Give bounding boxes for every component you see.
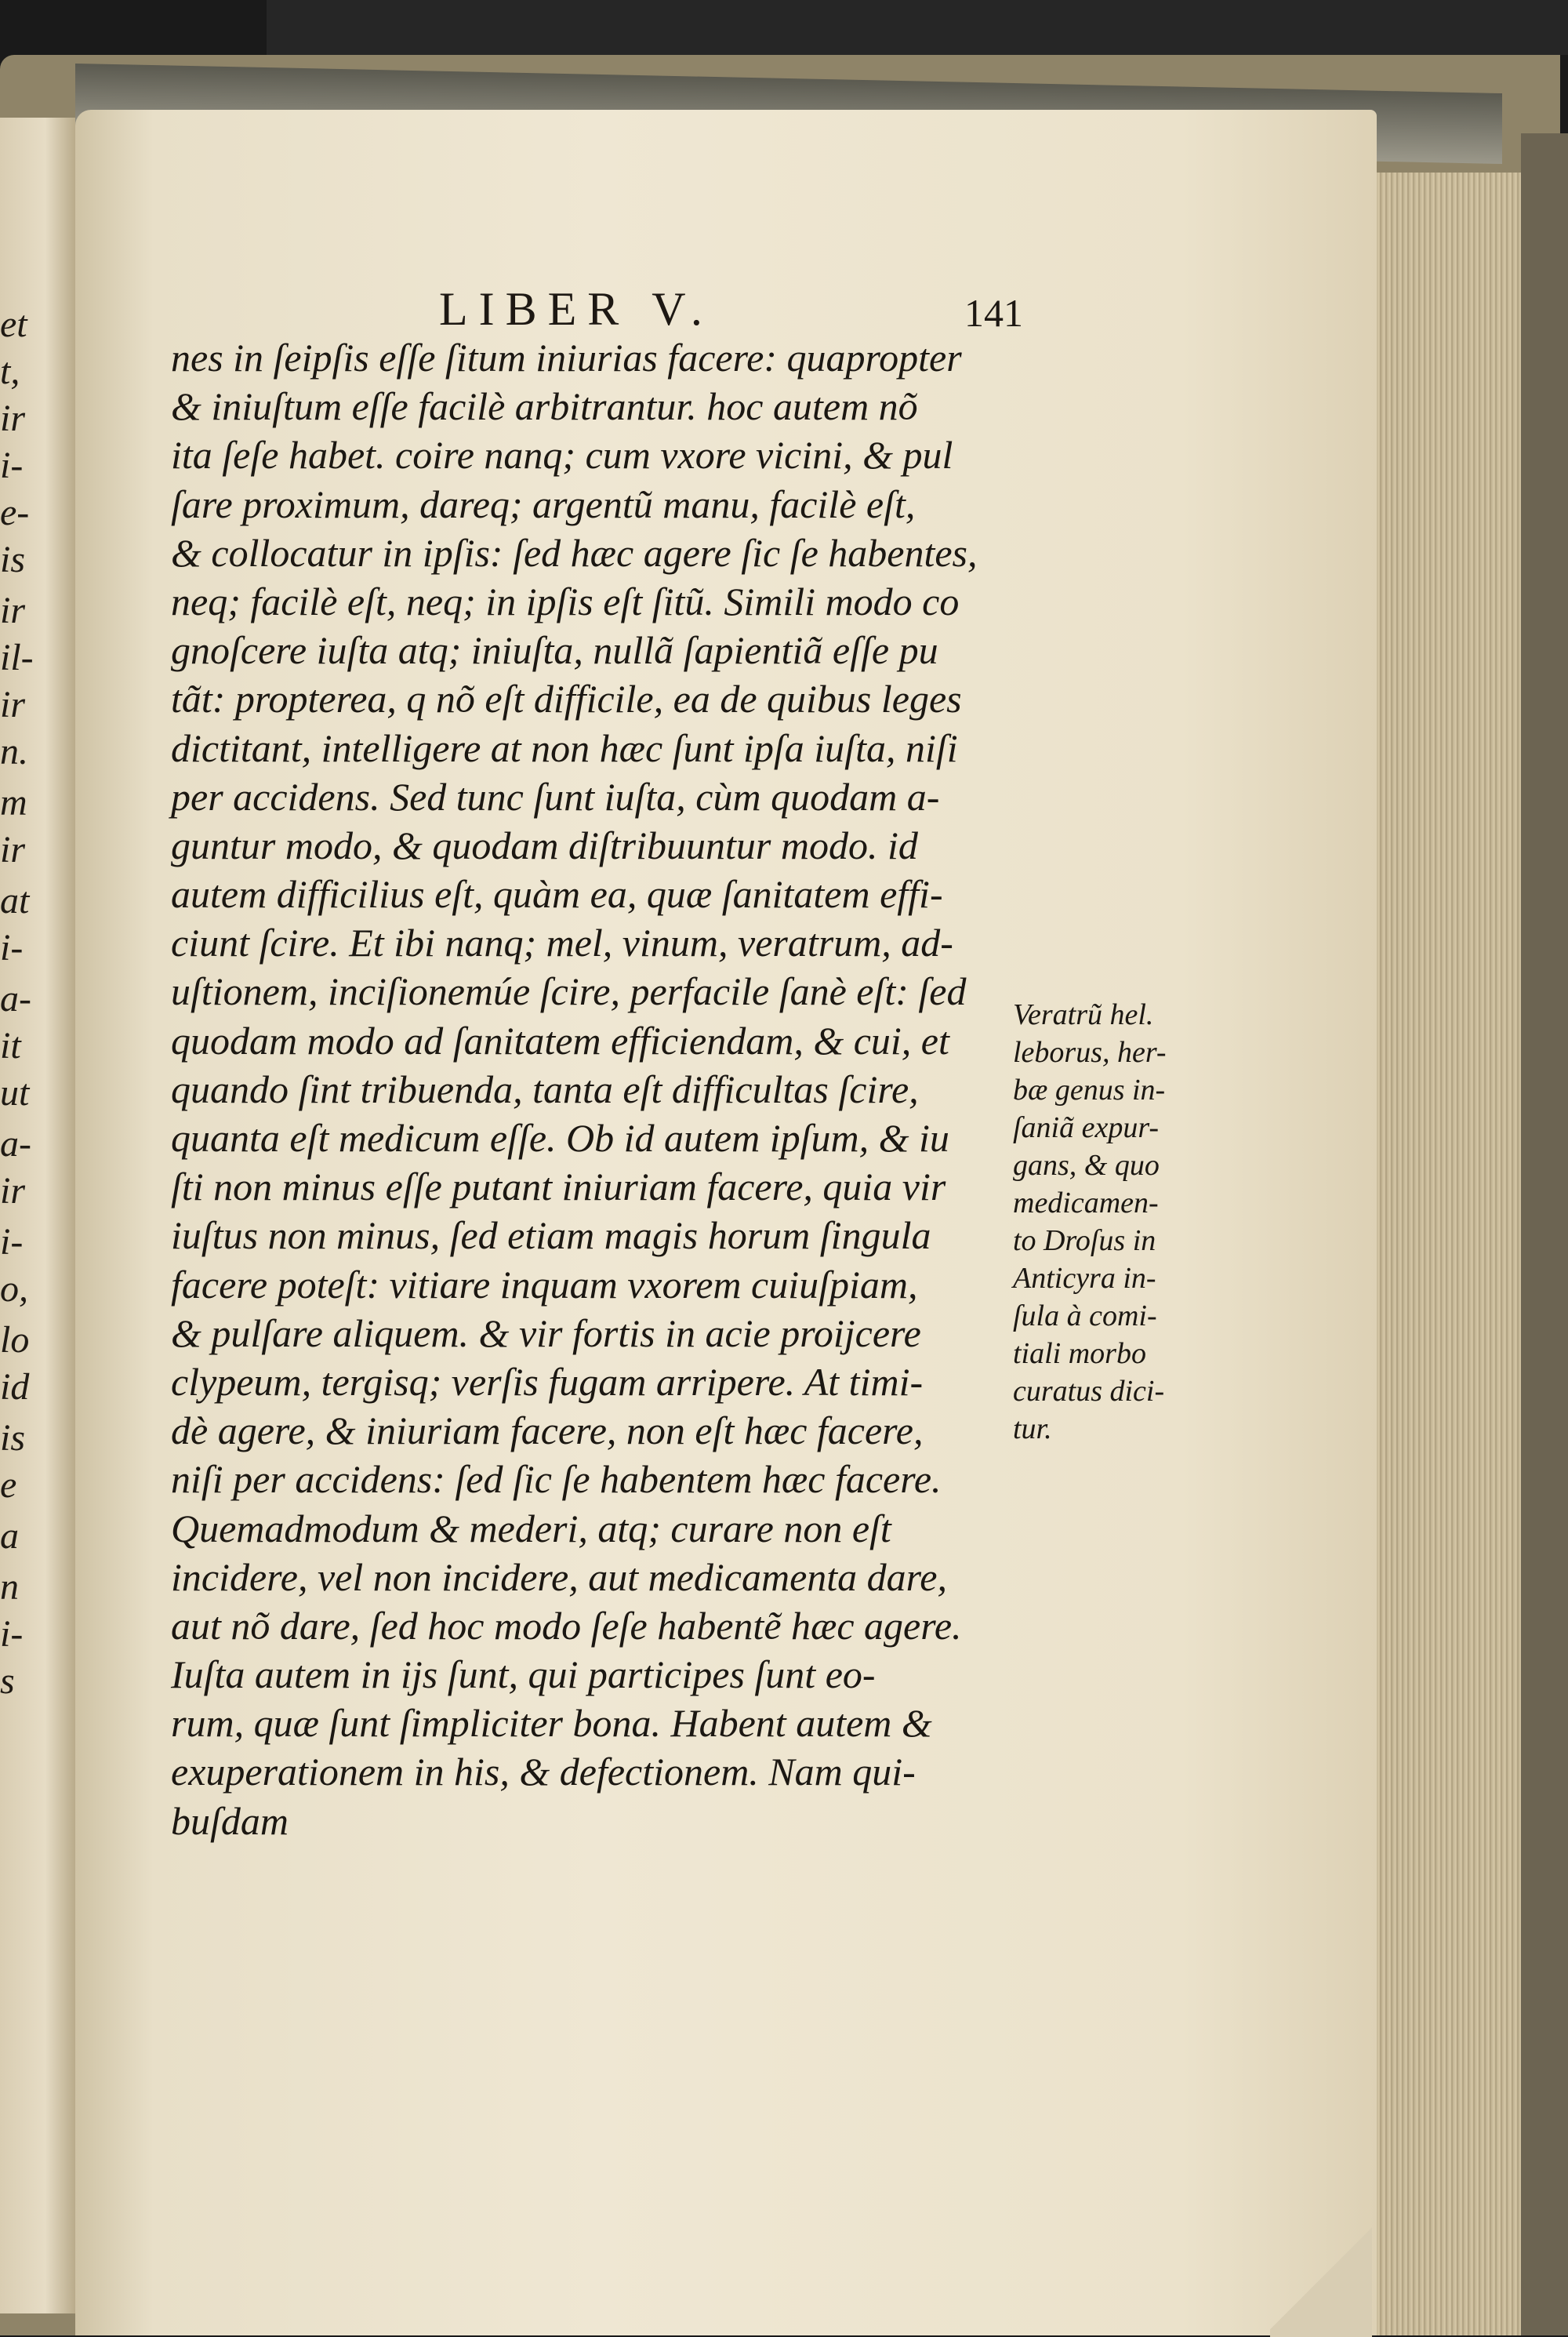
text-line: uſtionem, inciſionemúe ſcire, perfacile ſanè eſt: ſed bbox=[171, 969, 967, 1014]
left-page-fragment: lo bbox=[0, 1319, 30, 1361]
left-page-fragment: e- bbox=[0, 492, 30, 533]
text-line: exuperationem in his, & defectionem. Nam qui- bbox=[171, 1750, 916, 1794]
left-page-fragment: s bbox=[0, 1660, 15, 1702]
left-page-fragment: i- bbox=[0, 927, 24, 969]
text-line: guntur modo, & quodam diſtribuuntur modo. id bbox=[171, 823, 918, 867]
margin-note-line: ſula à comi- bbox=[1013, 1299, 1157, 1332]
left-page-fragment: ir bbox=[0, 590, 26, 631]
page-corner-fold bbox=[1270, 2219, 1372, 2337]
left-page-fragment: e bbox=[0, 1464, 17, 1506]
text-line: quodam modo ad ſanitatem efficiendam, & cui, et bbox=[171, 1018, 949, 1063]
text-line: dictitant, intelligere at non hæc ſunt ipſa iuſta, niſi bbox=[171, 725, 958, 770]
text-line: Iuſta autem in ijs ſunt, qui participes ſunt eo- bbox=[171, 1652, 876, 1697]
left-page bbox=[0, 118, 75, 2313]
left-page-fragment: at bbox=[0, 880, 30, 921]
page-fore-edge bbox=[1377, 173, 1526, 2335]
text-line: iuſtus non minus, ſed etiam magis horum ſingula bbox=[171, 1213, 931, 1258]
text-line: incidere, vel non incidere, aut medicamenta dare, bbox=[171, 1554, 947, 1599]
text-line: nes in ſeipſis eſſe ſitum iniurias facere: quapropter bbox=[171, 336, 962, 380]
left-page-fragment: n bbox=[0, 1566, 19, 1608]
cover-edge bbox=[1521, 133, 1568, 2335]
text-line: ita ſeſe habet. coire nanq; cum vxore vicini, & pul bbox=[171, 433, 953, 478]
main-text-block bbox=[171, 333, 1041, 1845]
left-page-fragment: i- bbox=[0, 445, 24, 486]
text-line: quando ſint tribuenda, tanta eſt difficultas ſcire, bbox=[171, 1067, 919, 1111]
left-page-fragment: et bbox=[0, 303, 27, 345]
margin-note bbox=[1013, 996, 1248, 1448]
text-line: ciunt ſcire. Et ibi nanq; mel, vinum, veratrum, ad- bbox=[171, 921, 953, 965]
left-page-fragment: i- bbox=[0, 1613, 24, 1655]
left-page-fragment: il- bbox=[0, 637, 34, 678]
left-page-fragment: a- bbox=[0, 978, 31, 1019]
text-line: tãt: propterea, q nõ eſt difficile, ea de quibus leges bbox=[171, 677, 962, 721]
text-line: gnoſcere iuſta atq; iniuſta, nullã ſapientiã eſſe pu bbox=[171, 628, 938, 673]
left-page-fragment: ir bbox=[0, 684, 26, 725]
left-page-fragment: i- bbox=[0, 1221, 24, 1263]
text-line: niſi per accidens: ſed ſic ſe habentem hæc facere. bbox=[171, 1457, 942, 1502]
text-line: facere poteſt: vitiare inquam vxorem cuiuſpiam, bbox=[171, 1262, 918, 1307]
left-page-fragment: it bbox=[0, 1025, 21, 1067]
left-page-fragment: o, bbox=[0, 1268, 28, 1310]
text-line: clypeum, tergisq; verſis fugam arripere. At timi- bbox=[171, 1359, 924, 1404]
margin-note-line: Veratrũ hel. bbox=[1013, 998, 1154, 1031]
text-line: neq; facilè eſt, neq; in ipſis eſt ſitũ. Simili modo co bbox=[171, 579, 960, 623]
margin-note-line: to Droſus in bbox=[1013, 1224, 1156, 1257]
margin-note-line: tur. bbox=[1013, 1412, 1052, 1445]
left-page-fragment: m bbox=[0, 782, 27, 823]
margin-note-line: ſaniã expur- bbox=[1013, 1111, 1160, 1144]
text-line: & iniuſtum eſſe facilè arbitrantur. hoc autem nõ bbox=[171, 384, 918, 429]
left-page-fragment: t, bbox=[0, 351, 20, 392]
left-page-fragment: is bbox=[0, 1417, 26, 1459]
text-line: autem difficilius eſt, quàm ea, quæ ſanitatem effi- bbox=[171, 872, 943, 917]
text-line: aut nõ dare, ſed hoc modo ſeſe habentẽ hæc agere. bbox=[171, 1603, 962, 1648]
text-line: & collocatur in ipſis: ſed hæc agere ſic ſe habentes, bbox=[171, 530, 978, 575]
margin-note-line: Anticyra in- bbox=[1013, 1262, 1156, 1295]
text-line: per accidens. Sed tunc ſunt iuſta, cùm quodam a- bbox=[171, 774, 940, 819]
margin-note-line: leborus, her- bbox=[1013, 1036, 1167, 1069]
left-page-fragment: a bbox=[0, 1515, 19, 1557]
left-page-fragment: n. bbox=[0, 731, 28, 772]
text-line: rum, quæ ſunt ſimpliciter bona. Habent autem & bbox=[171, 1701, 932, 1746]
left-page-fragment: id bbox=[0, 1366, 30, 1408]
background-cloth bbox=[267, 0, 1568, 55]
margin-note-line: medicamen- bbox=[1013, 1187, 1159, 1219]
left-page-fragment: ut bbox=[0, 1072, 30, 1114]
left-page-fragment: ir bbox=[0, 398, 26, 439]
text-line: & pulſare aliquem. & vir fortis in acie proijcere bbox=[171, 1310, 921, 1355]
text-line: Quemadmodum & mederi, atq; curare non eſt bbox=[171, 1506, 891, 1550]
text-line: buſdam bbox=[171, 1798, 289, 1843]
running-title: LIBER V. bbox=[439, 283, 713, 335]
left-page-fragment: a- bbox=[0, 1123, 31, 1165]
text-line: quanta eſt medicum eſſe. Ob id autem ipſum, & iu bbox=[171, 1116, 949, 1160]
page-number: 141 bbox=[964, 291, 1023, 335]
text-line: ſti non minus eſſe putant iniuriam facere, quia vir bbox=[171, 1165, 946, 1209]
left-page-fragment: ir bbox=[0, 829, 26, 870]
text-line: dè agere, & iniuriam facere, non eſt hæc facere, bbox=[171, 1408, 924, 1453]
margin-note-line: bæ genus in- bbox=[1013, 1074, 1166, 1107]
left-page-fragment: ir bbox=[0, 1170, 26, 1212]
margin-note-line: tiali morbo bbox=[1013, 1337, 1146, 1370]
margin-note-line: gans, & quo bbox=[1013, 1149, 1160, 1182]
left-page-fragment: is bbox=[0, 539, 26, 580]
text-line: ſare proximum, dareq; argentũ manu, facilè eſt, bbox=[171, 482, 916, 526]
margin-note-line: curatus dici- bbox=[1013, 1375, 1165, 1408]
